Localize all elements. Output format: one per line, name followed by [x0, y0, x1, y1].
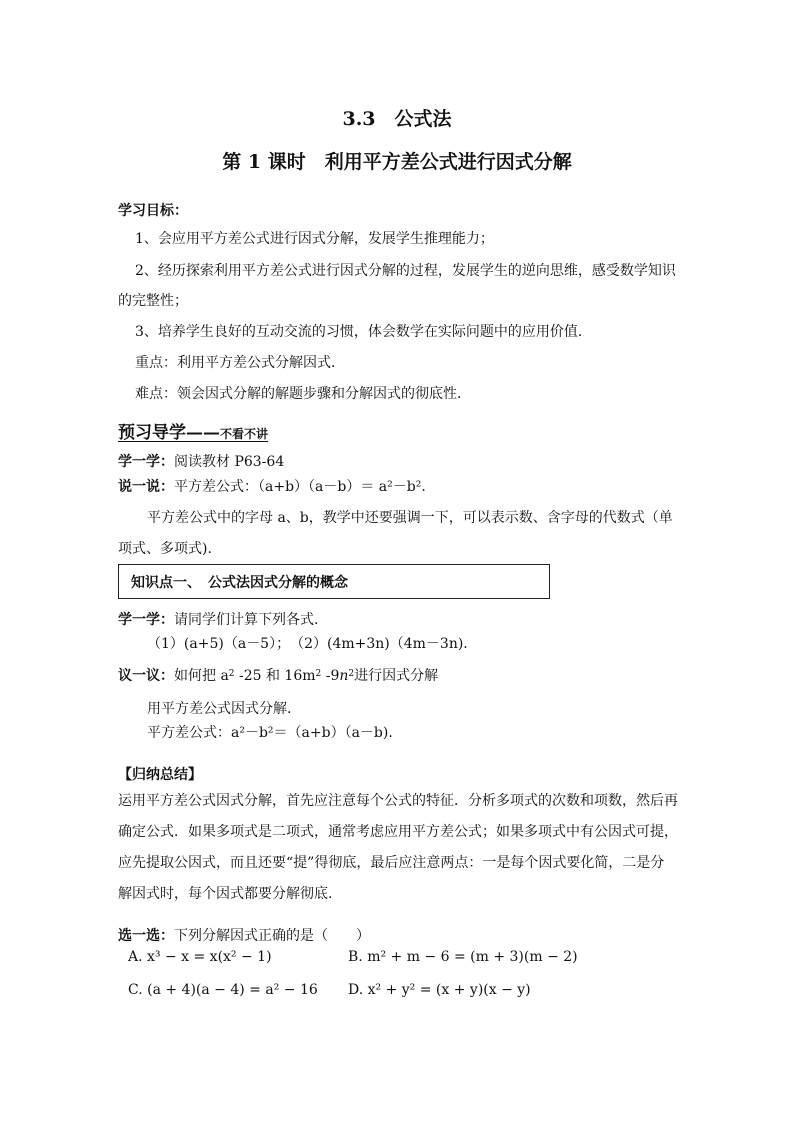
practice-discuss-label: 议一议：	[118, 668, 174, 684]
objective-2-cont: 的完整性；	[118, 293, 188, 309]
preview-heading	[118, 418, 268, 443]
summary-line-4: 解因式时，每个因式都要分解彻底.	[118, 886, 333, 902]
practice-exercises: （1）(a+5)（a－5）； （2）(4m+3n)（4m－3n).	[147, 636, 468, 652]
difficult-point: 难点：领会因式分解的解题步骤和分解因式的彻底性．	[135, 386, 471, 402]
option-a: A. x³ − x = x(x² − 1)	[128, 949, 272, 965]
discuss-text-a: 如何把 a	[174, 668, 229, 684]
preview-paragraph-1: 平方差公式中的字母 a、b，教学中还要强调一下，可以表示数、含字母的代数式（单	[147, 510, 673, 526]
preview-paragraph-2: 项式、多项式).	[118, 541, 212, 557]
objective-2: 2、经历探索利用平方差公式进行因式分解的过程，发展学生的逆向思维，感受数学知识	[135, 263, 676, 279]
preview-say	[118, 477, 426, 497]
preview-learn-text: 阅读教材 P63-64	[174, 454, 285, 470]
preview-say-label: 说一说：	[118, 479, 174, 495]
summary-heading: 【归纳总结】	[118, 767, 202, 783]
lesson-title: 第 1 课时 利用平方差公式进行因式分解	[222, 151, 572, 173]
section-title: 3.3 公式法	[342, 108, 452, 130]
option-b: B. m² + m − 6 = (m + 3)(m − 2)	[348, 949, 578, 965]
practice-learn	[118, 610, 318, 630]
preview-heading-main: 预习导学——	[118, 423, 220, 443]
discuss-text-c: -9	[321, 668, 340, 684]
option-c: C. (a + 4)(a − 4) = a² − 16	[128, 982, 318, 998]
choice-label: 选一选：	[118, 928, 174, 944]
choice-question-text: 下列分解因式正确的是（ ）	[174, 928, 370, 944]
practice-learn-label: 学一学：	[118, 612, 174, 628]
discuss-text-d: 进行因式分解	[354, 668, 439, 684]
practice-discuss: 议一议：如何把 $a^2$ -25 和 $16m^2$ $-9n^2$进行因式分解	[118, 668, 439, 684]
preview-say-text: 平方差公式：（a+b）（a－b）＝ a²－b².	[174, 479, 426, 495]
objective-1: 1、会应用平方差公式进行因式分解，发展学生推理能力；	[135, 231, 494, 247]
preview-learn-label: 学一学：	[118, 454, 174, 470]
objectives-heading: 学习目标：	[118, 203, 188, 219]
summary-line-3: 应先提取公因式，而且还要“提”得彻底，最后应注意两点：一是每个因式要化简，二是分	[118, 855, 665, 871]
preview-heading-sub: 不看不讲	[220, 427, 269, 441]
summary-line-1: 运用平方差公式因式分解，首先应注意每个公式的特征．分析多项式的次数和项数，然后再	[118, 793, 678, 809]
option-d: D. x² + y² = (x + y)(x − y)	[348, 982, 531, 998]
discuss-text-b: -25 和 16m	[234, 668, 316, 684]
key-point: 重点：利用平方差公式分解因式．	[135, 355, 345, 371]
choice-question	[118, 926, 370, 946]
preview-learn	[118, 452, 284, 472]
knowledge-point-label: 知识点一、 公式法因式分解的概念	[131, 575, 348, 591]
knowledge-point-box	[118, 564, 550, 599]
practice-use-line: 用平方差公式因式分解.	[147, 701, 292, 717]
summary-line-2: 确定公式．如果多项式是二项式，通常考虑应用平方差公式；如果多项式中有公因式可提，	[118, 824, 678, 840]
objective-3: 3、培养学生良好的互动交流的习惯，体会数学在实际问题中的应用价值．	[135, 324, 592, 340]
practice-formula-line: 平方差公式：a²－b²＝（a+b）（a－b).	[147, 725, 393, 741]
practice-learn-text: 请同学们计算下列各式.	[174, 612, 319, 628]
